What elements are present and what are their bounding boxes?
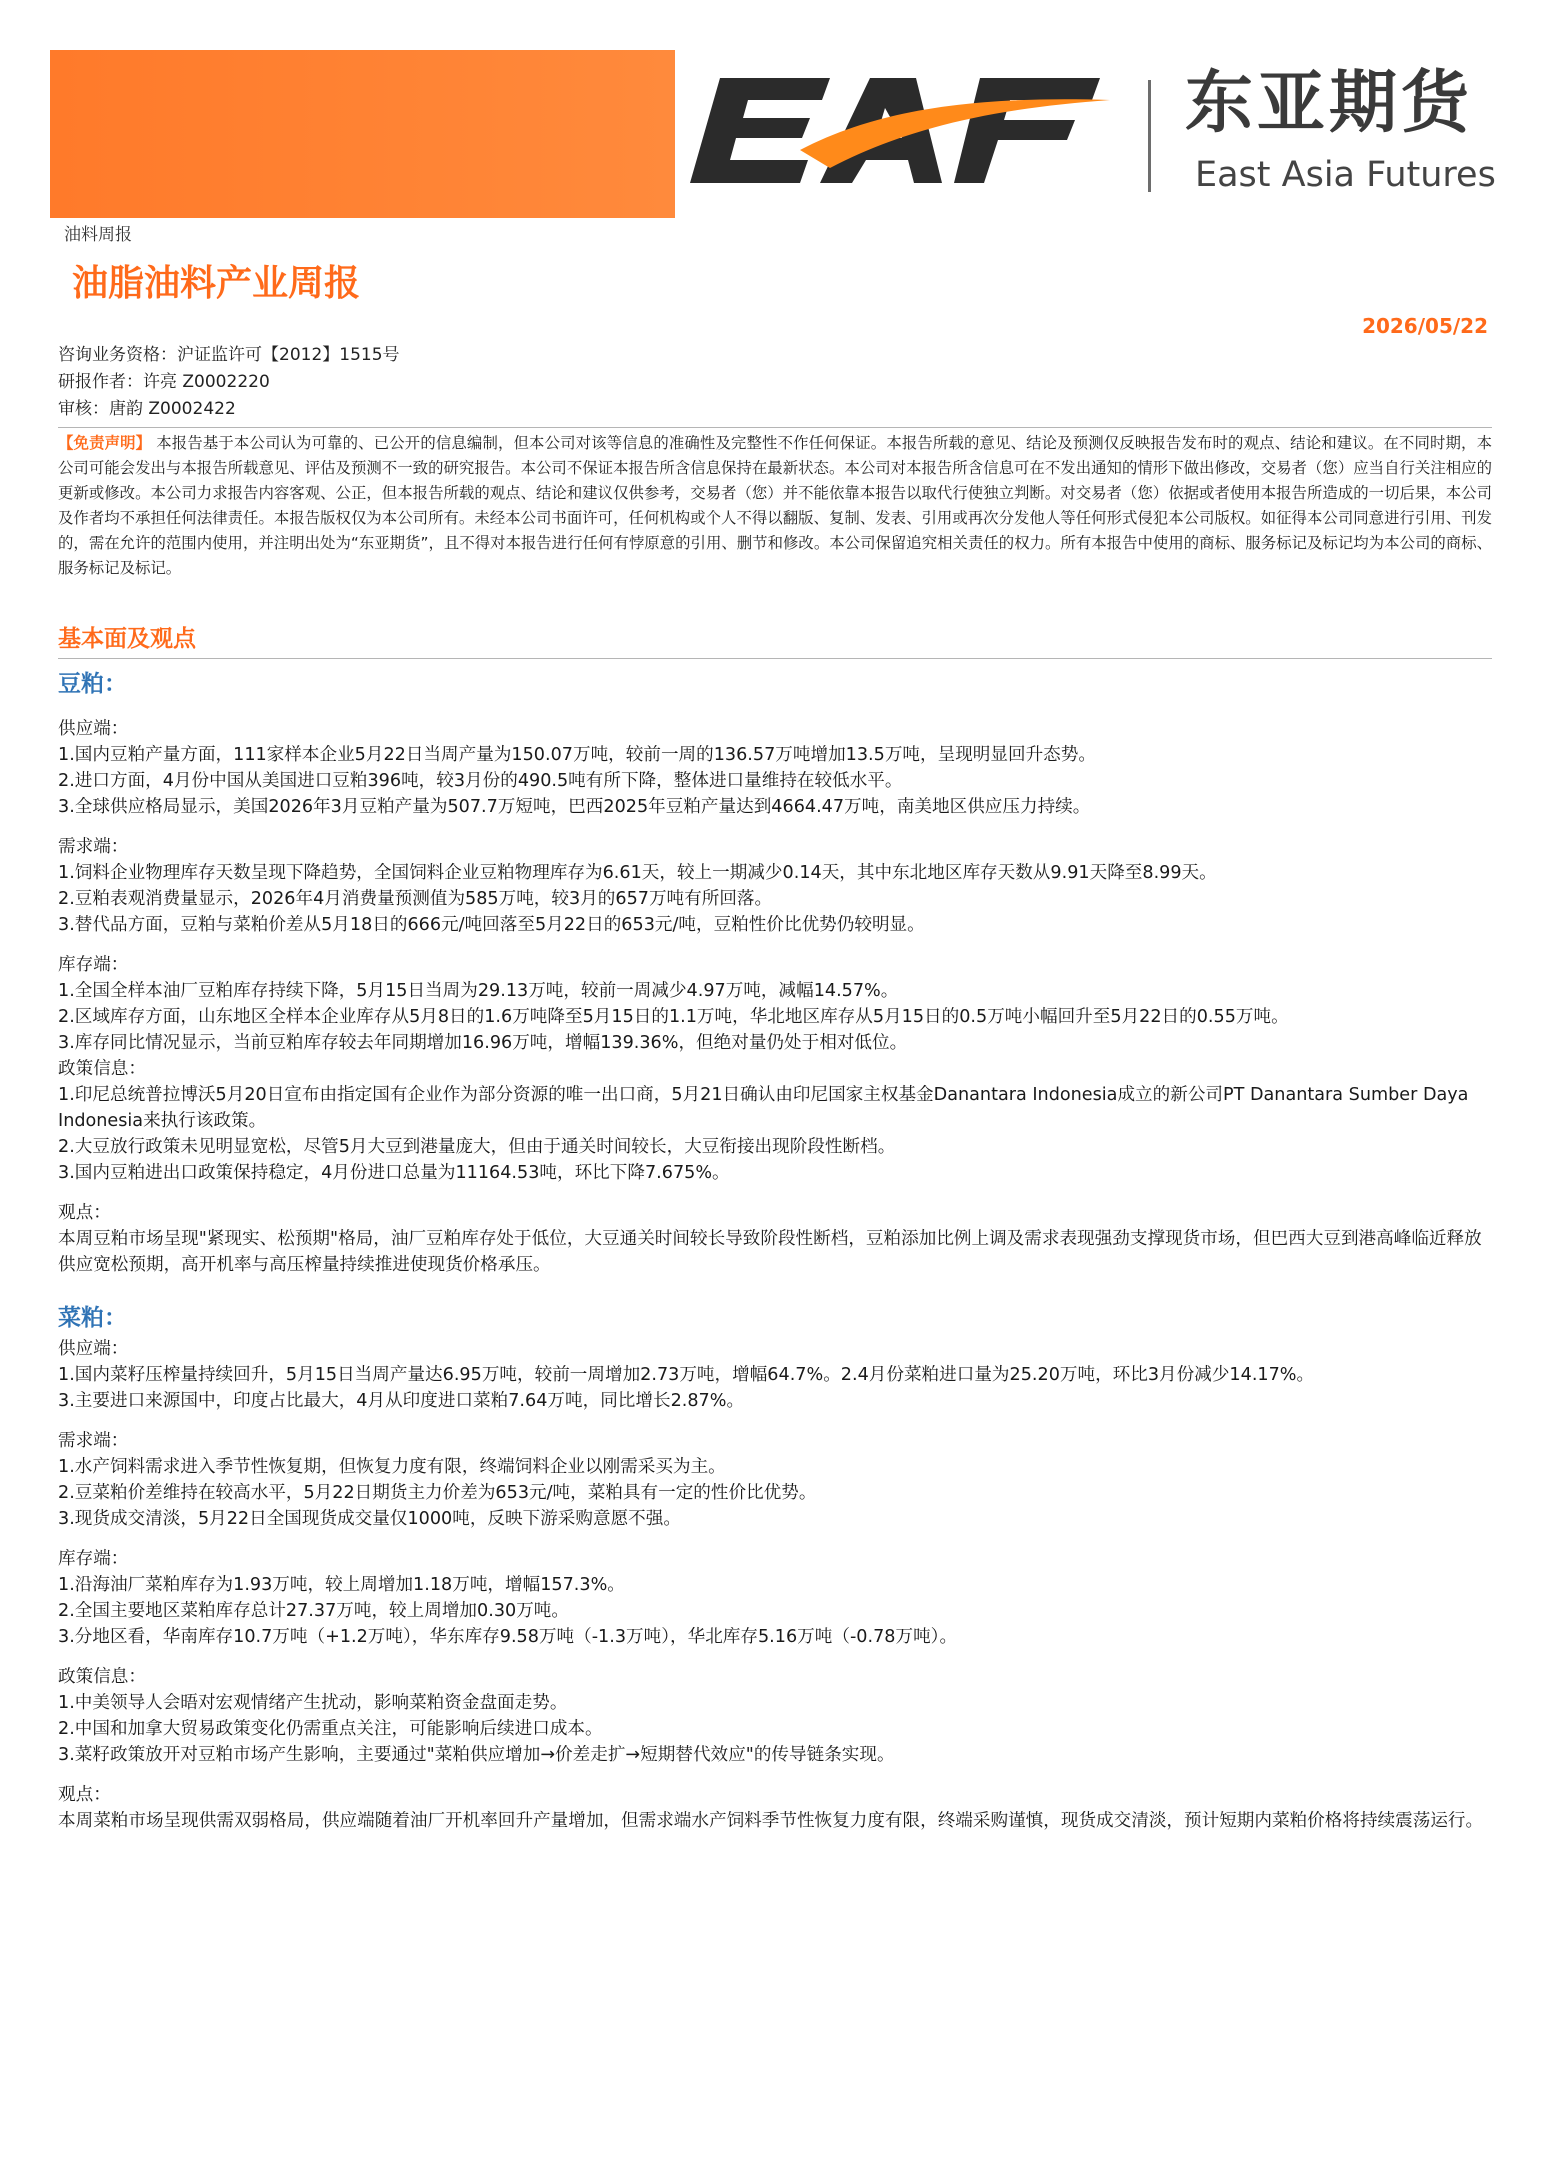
soymeal-supply-head: 供应端： bbox=[58, 719, 129, 739]
soymeal-policy-head: 政策信息： bbox=[58, 1059, 146, 1079]
rapemeal-policy-item: 1.中美领导人会晤对宏观情绪产生扰动，影响菜粕资金盘面走势。 bbox=[58, 1693, 568, 1713]
rapemeal-title: 菜粕： bbox=[58, 1305, 127, 1331]
doc-type-label: 油料周报 bbox=[64, 225, 132, 245]
soymeal-demand-head: 需求端： bbox=[58, 837, 129, 857]
rapemeal-inventory bbox=[58, 1546, 1492, 1650]
disclaimer-text: 本报告基于本公司认为可靠的、已公开的信息编制，但本公司对该等信息的准确性及完整性不作任何保证。本报告所载的意见、结论及预测仅反映报告发布时的观点、结论和建议。在不同时期，本公司可能会发出与本报告所载意见、评估及预测不一致的研究报告。本公司不保证本报告所含信息保持在最新状态。本公司对本报告所含信息可在不发出通知的情形下做出修改，交易者（您）应当自行关注相应的更新或修改。本公司力求报告内容客观、公正，但本报告所载的观点、结论和建议仅供参考，交易者（您）并不能依靠本报告以取代行使独立判断。对交易者（您）依据或者使用本报告所造成的一切后果，本公司及作者均不承担任何法律责任。本报告版权仅为本公司所有。未经本公司书面许可，任何机构或个人不得以翻版、复制、发表、引用或再次分发他人等任何形式侵犯本公司版权。如征得本公司同意进行引用、刊发的，需在允许的范围内使用，并注明出处为“东亚期货”，且不得对本报告进行任何有悖原意的引用、删节和修改。本公司保留追究相关责任的权力。所有本报告中使用的商标、服务标记及标记均为本公司的商标、服务标记及标记。 bbox=[58, 434, 1492, 577]
rapemeal-view-head: 观点： bbox=[58, 1785, 111, 1805]
disclaimer bbox=[58, 431, 1492, 581]
rapemeal-policy-item: 2.中国和加拿大贸易政策变化仍需重点关注，可能影响后续进口成本。 bbox=[58, 1719, 603, 1739]
rapemeal-policy-item: 3.菜籽政策放开对豆粕市场产生影响，主要通过"菜粕供应增加→价差走扩→短期替代效应"的传导链条实现。 bbox=[58, 1745, 895, 1765]
soymeal-inventory bbox=[58, 952, 1492, 1056]
soymeal-view bbox=[58, 1200, 1492, 1278]
rapemeal-demand-item: 3.现货成交清淡，5月22日全国现货成交量仅1000吨，反映下游采购意愿不强。 bbox=[58, 1509, 681, 1529]
soymeal-view-head: 观点： bbox=[58, 1203, 111, 1223]
disclaimer-tag: 【免责声明】 bbox=[58, 434, 152, 452]
section-divider bbox=[58, 658, 1492, 659]
rapemeal-demand-item: 2.豆菜粕价差维持在较高水平，5月22日期货主力价差为653元/吨，菜粕具有一定的性价比优势。 bbox=[58, 1483, 817, 1503]
soymeal-demand-item: 1.饲料企业物理库存天数呈现下降趋势，全国饲料企业豆粕物理库存为6.61天，较上一期减少0.14天，其中东北地区库存天数从9.91天降至8.99天。 bbox=[58, 863, 1217, 883]
soymeal-supply bbox=[58, 716, 1492, 820]
soymeal-policy bbox=[58, 1056, 1492, 1186]
rapemeal-inventory-head: 库存端： bbox=[58, 1549, 129, 1569]
rapemeal-demand bbox=[58, 1428, 1492, 1532]
section-title: 基本面及观点 bbox=[58, 626, 196, 652]
soymeal-inventory-item: 1.全国全样本油厂豆粕库存持续下降，5月15日当周为29.13万吨，较前一周减少4.97万吨，减幅14.57%。 bbox=[58, 981, 899, 1001]
rapemeal-inventory-item: 1.沿海油厂菜粕库存为1.93万吨，较上周增加1.18万吨，增幅157.3%。 bbox=[58, 1575, 625, 1595]
company-name-en: East Asia Futures bbox=[1195, 155, 1496, 195]
report-date: 2026/05/22 bbox=[1362, 314, 1488, 338]
rapemeal-supply-item: 3.主要进口来源国中，印度占比最大，4月从印度进口菜粕7.64万吨，同比增长2.87%。 bbox=[58, 1391, 745, 1411]
rapemeal-policy bbox=[58, 1664, 1492, 1768]
soymeal-title: 豆粕： bbox=[58, 671, 127, 697]
soymeal-policy-item: 1.印尼总统普拉博沃5月20日宣布由指定国有企业作为部分资源的唯一出口商，5月21日确认由印尼国家主权基金Danantara Indonesia成立的新公司PT Danantara Sumber Daya Indonesia来执行该政策。 bbox=[58, 1085, 1469, 1131]
soymeal-policy-item: 3.国内豆粕进出口政策保持稳定，4月份进口总量为11164.53吨，环比下降7.675%。 bbox=[58, 1163, 730, 1183]
company-name-cn: 东亚期货 bbox=[1185, 64, 1474, 143]
rapemeal-view-text: 本周菜粕市场呈现供需双弱格局，供应端随着油厂开机率回升产量增加，但需求端水产饲料季节性恢复力度有限，终端采购谨慎，现货成交清淡，预计短期内菜粕价格将持续震荡运行。 bbox=[58, 1811, 1484, 1831]
soymeal-supply-item: 2.进口方面，4月份中国从美国进口豆粕396吨，较3月份的490.5吨有所下降，整体进口量维持在较低水平。 bbox=[58, 771, 903, 791]
soymeal-inventory-head: 库存端： bbox=[58, 955, 129, 975]
rapemeal-demand-head: 需求端： bbox=[58, 1431, 129, 1451]
rapemeal-inventory-item: 3.分地区看，华南库存10.7万吨（+1.2万吨），华东库存9.58万吨（-1.3万吨），华北库存5.16万吨（-0.78万吨）。 bbox=[58, 1627, 958, 1647]
license-line: 咨询业务资格：沪证监许可【2012】1515号 bbox=[58, 345, 400, 365]
report-meta bbox=[58, 342, 400, 423]
soymeal-supply-item: 3.全球供应格局显示，美国2026年3月豆粕产量为507.7万短吨，巴西2025年豆粕产量达到4664.47万吨，南美地区供应压力持续。 bbox=[58, 797, 1091, 817]
soymeal-demand bbox=[58, 834, 1492, 938]
soymeal-supply-item: 1.国内豆粕产量方面，111家样本企业5月22日当周产量为150.07万吨，较前一周的136.57万吨增加13.5万吨，呈现明显回升态势。 bbox=[58, 745, 1096, 765]
soymeal-view-text: 本周豆粕市场呈现"紧现实、松预期"格局，油厂豆粕库存处于低位，大豆通关时间较长导致阶段性断档，豆粕添加比例上调及需求表现强劲支撑现货市场，但巴西大豆到港高峰临近释放供应宽松预期，高开机率与高压榨量持续推进使现货价格承压。 bbox=[58, 1229, 1482, 1275]
rapemeal-policy-head: 政策信息： bbox=[58, 1667, 146, 1687]
rapemeal-inventory-item: 2.全国主要地区菜粕库存总计27.37万吨，较上周增加0.30万吨。 bbox=[58, 1601, 569, 1621]
rapemeal-demand-item: 1.水产饲料需求进入季节性恢复期，但恢复力度有限，终端饲料企业以刚需采买为主。 bbox=[58, 1457, 726, 1477]
soymeal-policy-item: 2.大豆放行政策未见明显宽松，尽管5月大豆到港量庞大，但由于通关时间较长，大豆衔接出现阶段性断档。 bbox=[58, 1137, 896, 1157]
rapemeal-supply bbox=[58, 1336, 1492, 1414]
eaf-logo-icon bbox=[680, 78, 1115, 190]
soymeal-demand-item: 2.豆粕表观消费量显示，2026年4月消费量预测值为585万吨，较3月的657万吨有所回落。 bbox=[58, 889, 773, 909]
soymeal-inventory-item: 3.库存同比情况显示，当前豆粕库存较去年同期增加16.96万吨，增幅139.36%，但绝对量仍处于相对低位。 bbox=[58, 1033, 908, 1053]
reviewer-line: 审核：唐韵 Z0002422 bbox=[58, 399, 236, 419]
author-line: 研报作者：许亮 Z0002220 bbox=[58, 372, 270, 392]
rapemeal-view bbox=[58, 1782, 1492, 1834]
report-body bbox=[58, 666, 1492, 1834]
rapemeal-supply-item: 1.国内菜籽压榨量持续回升，5月15日当周产量达6.95万吨，较前一周增加2.73万吨，增幅64.7%。2.4月份菜粕进口量为25.20万吨，环比3月份减少14.17%。 bbox=[58, 1365, 1315, 1385]
soymeal-demand-item: 3.替代品方面，豆粕与菜粕价差从5月18日的666元/吨回落至5月22日的653元/吨，豆粕性价比优势仍较明显。 bbox=[58, 915, 925, 935]
logo-divider bbox=[1148, 80, 1151, 192]
soymeal-inventory-item: 2.区域库存方面，山东地区全样本企业库存从5月8日的1.6万吨降至5月15日的1.1万吨，华北地区库存从5月15日的0.5万吨小幅回升至5月22日的0.55万吨。 bbox=[58, 1007, 1289, 1027]
report-title: 油脂油料产业周报 bbox=[72, 263, 361, 304]
rapemeal-supply-head: 供应端： bbox=[58, 1339, 129, 1359]
header-orange-band bbox=[50, 50, 675, 218]
divider-line bbox=[58, 427, 1492, 428]
